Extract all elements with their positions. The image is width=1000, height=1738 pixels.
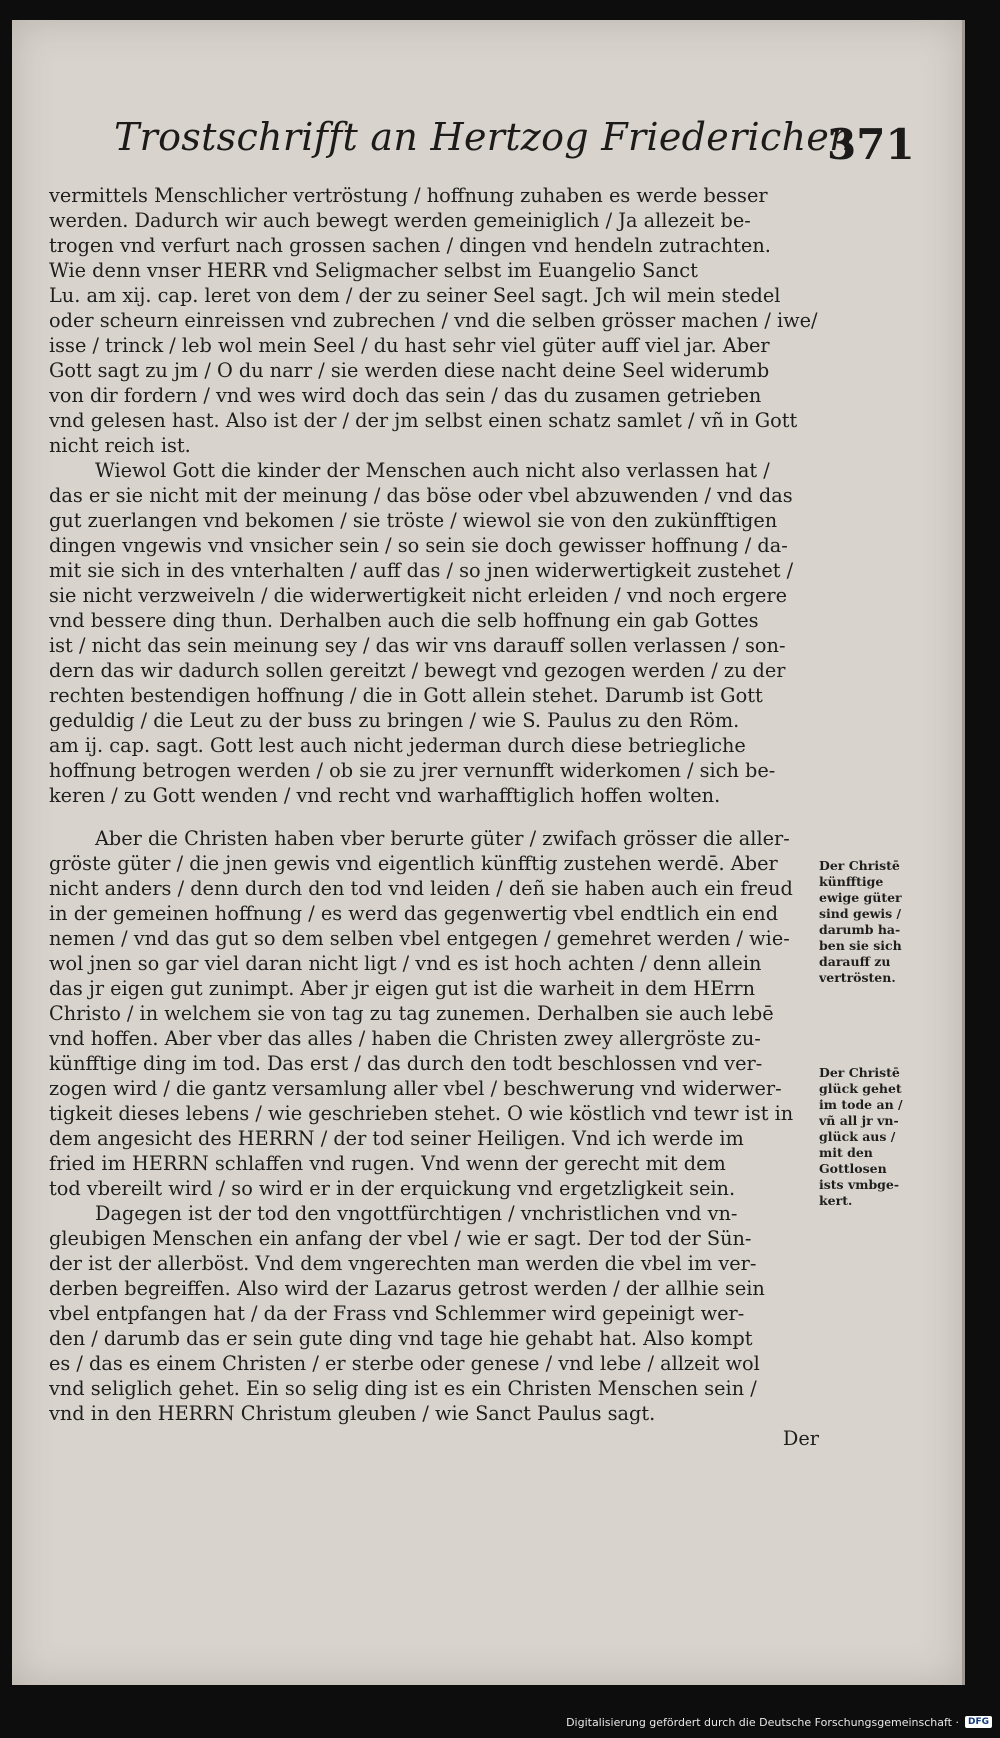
text-line: dern das wir dadurch sollen gereitzt / bewegt vnd gezogen werden / zu der	[49, 659, 786, 682]
text-line: nicht anders / denn durch den tod vnd leiden / deñ sie haben auch ein freud	[49, 877, 793, 900]
text-line: werden. Dadurch wir auch bewegt werden gemeiniglich / Ja allezeit be-	[49, 209, 751, 232]
margin-note-line: vñ all jr vn-	[819, 1113, 899, 1128]
text-line: trogen vnd verfurt nach grossen sachen / dingen vnd hendeln zutrachten.	[49, 234, 771, 257]
text-line: künfftige ding im tod. Das erst / das durch den todt beschlossen vnd ver-	[49, 1052, 763, 1075]
text-line: wol jnen so gar viel daran nicht ligt / vnd es ist hoch achten / denn allein	[49, 952, 762, 975]
text-line: vermittels Menschlicher vertröstung / hoffnung zuhaben es werde besser	[49, 184, 768, 207]
catchword: Der	[782, 1427, 819, 1450]
text-line: vbel entpfangen hat / da der Frass vnd Schlemmer wird gepeinigt wer-	[49, 1302, 745, 1325]
paragraph-1	[49, 183, 819, 458]
paragraph-2	[49, 458, 819, 808]
text-line: nemen / vnd das gut so dem selben vbel entgegen / gemehret werden / wie-	[49, 927, 790, 950]
text-line: gröste güter / die jnen gewis vnd eigentlich künfftig zustehen werdē. Aber	[49, 852, 778, 875]
book-page	[12, 20, 965, 1685]
margin-note-line: glück aus /	[819, 1129, 896, 1144]
text-line: Gott sagt zu jm / O du narr / sie werden diese nacht deine Seel widerumb	[49, 359, 770, 382]
text-line: gleubigen Menschen ein anfang der vbel / wie er sagt. Der tod der Sün-	[49, 1227, 752, 1250]
margin-note-line: darumb ha-	[819, 922, 901, 937]
text-line: vnd seliglich gehet. Ein so selig ding ist es ein Christen Menschen sein /	[49, 1377, 757, 1400]
text-line: Lu. am xij. cap. leret von dem / der zu seiner Seel sagt. Jch wil mein stedel	[49, 284, 781, 307]
text-line: isse / trinck / leb wol mein Seel / du hast sehr viel güter auff viel jar. Aber	[49, 334, 770, 357]
text-line: Aber die Christen haben vber berurte güter / zwifach grösser die aller-	[95, 827, 790, 850]
text-line: dem angesicht des HERRN / der tod seiner Heiligen. Vnd ich werde im	[49, 1127, 744, 1150]
footer-credit: Digitalisierung gefördert durch die Deutsche Forschungsgemeinschaft ·	[566, 1715, 959, 1729]
body-text	[49, 183, 819, 1451]
text-line: hoffnung betrogen werden / ob sie zu jrer vernunfft widerkomen / sich be-	[49, 759, 776, 782]
text-line: vnd in den HERRN Christum gleuben / wie Sanct Paulus sagt.	[49, 1402, 656, 1425]
margin-note-line: mit den	[819, 1145, 873, 1160]
margin-note-line: darauff zu	[819, 954, 891, 969]
text-line: dingen vngewis vnd vnsicher sein / so sein sie doch gewisser hoffnung / da-	[49, 534, 788, 557]
text-line: zogen wird / die gantz versamlung aller vbel / beschwerung vnd widerwer-	[49, 1077, 782, 1100]
footer-credit-bar	[566, 1714, 992, 1730]
dfg-logo-icon: DFG	[965, 1716, 992, 1728]
margin-note-line: kert.	[819, 1193, 853, 1208]
text-line: am ij. cap. sagt. Gott lest auch nicht jederman durch diese betriegliche	[49, 734, 746, 757]
text-line: sie nicht verzweiveln / die widerwertigkeit nicht erleiden / vnd noch ergere	[49, 584, 788, 607]
margin-note-line: vertrösten.	[819, 970, 896, 985]
text-line: gut zuerlangen vnd bekomen / sie tröste / wiewol sie von den zukünfftigen	[49, 509, 778, 532]
page-number: 371	[827, 120, 915, 169]
text-line: in der gemeinen hoffnung / es werd das gegenwertig vbel endtlich ein end	[49, 902, 779, 925]
text-line: Christo / in welchem sie von tag zu tag zunemen. Derhalben sie auch lebē	[49, 1002, 774, 1025]
text-line: Wiewol Gott die kinder der Menschen auch nicht also verlassen hat /	[95, 459, 770, 482]
text-line: vnd gelesen hast. Also ist der / der jm selbst einen schatz samlet / vñ in Gott	[49, 409, 798, 432]
margin-note-line: künfftige	[819, 874, 884, 889]
text-line: tigkeit dieses lebens / wie geschrieben stehet. O wie köstlich vnd tewr ist in	[49, 1102, 794, 1125]
margin-note-line: sind gewis /	[819, 906, 902, 921]
text-line: geduldig / die Leut zu der buss zu bringen / wie S. Paulus zu den Röm.	[49, 709, 740, 732]
margin-note-line: Gottlosen	[819, 1161, 887, 1176]
text-line: ist / nicht das sein meinung sey / das wir vns darauff sollen verlassen / son-	[49, 634, 786, 657]
paragraph-3	[49, 826, 819, 1201]
text-line: keren / zu Gott wenden / vnd recht vnd warhafftiglich hoffen wolten.	[49, 784, 721, 807]
margin-note-line: Der Christē	[819, 1065, 900, 1080]
text-line: von dir fordern / vnd wes wird doch das sein / das du zusamen getrieben	[49, 384, 762, 407]
text-line: Dagegen ist der tod den vngottfürchtigen / vnchristlichen vnd vn-	[95, 1202, 738, 1225]
margin-note-1	[819, 858, 915, 986]
text-line: mit sie sich in des vnterhalten / auff das / so jnen widerwertigkeit zustehet /	[49, 559, 794, 582]
text-line: den / darumb das er sein gute ding vnd tage hie gehabt hat. Also kompt	[49, 1327, 753, 1350]
text-line: rechten bestendigen hoffnung / die in Gott allein stehet. Darumb ist Gott	[49, 684, 763, 707]
text-line: vnd hoffen. Aber vber das alles / haben die Christen zwey allergröste zu-	[49, 1027, 761, 1050]
text-line: tod vbereilt wird / so wird er in der erquickung vnd ergetzligkeit sein.	[49, 1177, 736, 1200]
text-line: oder scheurn einreissen vnd zubrechen / vnd die selben grösser machen / iwe/	[49, 309, 818, 332]
running-title: Trostschrifft an Hertzog Friederichen	[114, 115, 854, 159]
margin-note-line: glück gehet	[819, 1081, 902, 1096]
paragraph-gap	[49, 808, 819, 826]
margin-note-line: Der Christē	[819, 858, 900, 873]
text-line: vnd bessere ding thun. Derhalben auch die selb hoffnung ein gab Gottes	[49, 609, 759, 632]
text-line: es / das es einem Christen / er sterbe oder genese / vnd lebe / allzeit wol	[49, 1352, 760, 1375]
text-line: der ist der allerböst. Vnd dem vngerechten man werden die vbel im ver-	[49, 1252, 757, 1275]
text-line: das er sie nicht mit der meinung / das böse oder vbel abzuwenden / vnd das	[49, 484, 793, 507]
text-line: nicht reich ist.	[49, 434, 191, 457]
text-line: derben begreiffen. Also wird der Lazarus getrost werden / der allhie sein	[49, 1277, 765, 1300]
text-line: fried im HERRN schlaffen vnd rugen. Vnd wenn der gerecht mit dem	[49, 1152, 726, 1175]
margin-note-line: im tode an /	[819, 1097, 903, 1112]
margin-note-line: ewige güter	[819, 890, 902, 905]
margin-note-line: ists vmbge-	[819, 1177, 900, 1192]
margin-note-2	[819, 1065, 915, 1209]
margin-note-line: ben sie sich	[819, 938, 902, 953]
text-line: Wie denn vnser HERR vnd Seligmacher selbst im Euangelio Sanct	[49, 259, 698, 282]
paragraph-4	[49, 1201, 819, 1451]
text-line: das jr eigen gut zunimpt. Aber jr eigen gut ist die warheit in dem HErrn	[49, 977, 756, 1000]
